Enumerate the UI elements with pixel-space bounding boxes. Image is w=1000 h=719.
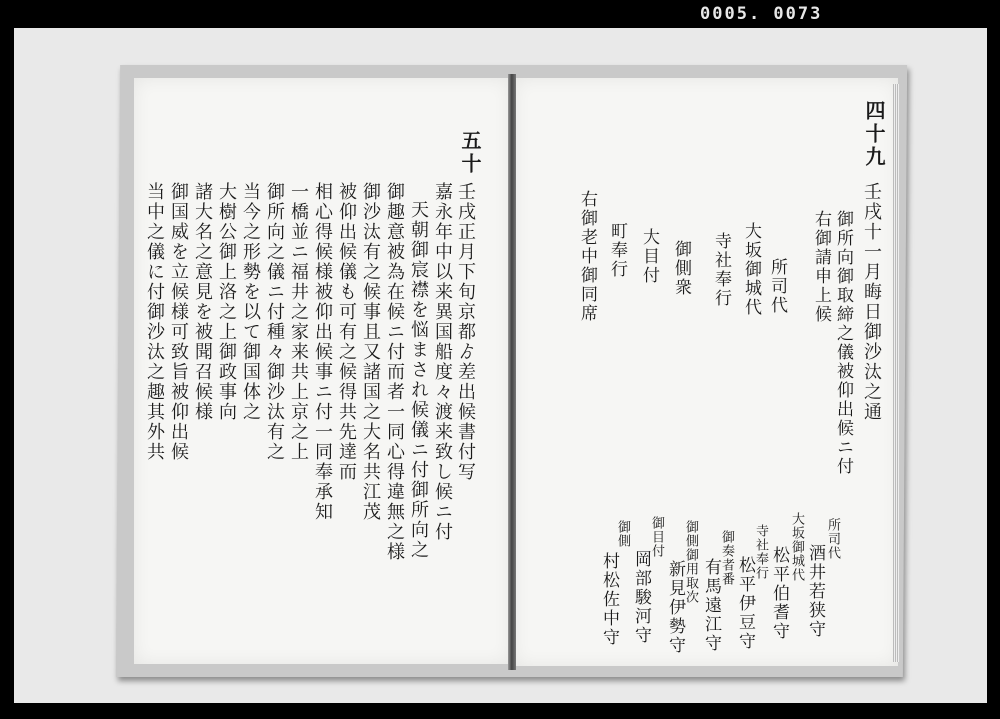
signatory-name: 有馬遠江守 [701,558,721,653]
text-column: 御趣意被為在候ニ付而者一同心得違無之様 [384,182,405,562]
text-column: 嘉永年中以来異国船度々渡来致し候ニ付 [432,182,453,542]
left-page-number: 五十 [458,130,482,176]
office-title: 所司代 [767,258,787,315]
book-gutter [508,74,516,670]
signatory-name: 岡部駿河守 [631,550,651,645]
office-title: 大坂御城代 [741,222,761,317]
signatory-title: 御目付 [649,516,664,558]
page-header: 壬戌十一月晦日御沙汰之通 [861,182,882,422]
text-column: 諸大名之意見を被聞召候様 [192,182,213,422]
signatory-title: 御側 [615,520,630,548]
signatory-title: 御側御用取次 [683,520,698,604]
signatory-name: 村松佐中守 [599,552,619,647]
office-title: 町奉行 [607,222,627,279]
office-title: 御側衆 [671,240,691,297]
office-title: 寺社奉行 [711,232,731,308]
signatory-name: 松平伯耆守 [769,546,789,641]
text-column: 被仰出候儀も可有之候得共先達而 [336,182,357,482]
text-column: 御沙汰有之候事且又諸国之大名共江茂 [360,182,381,522]
closing-line: 右御老中御同席 [577,190,597,323]
text-column: 当今之形勢を以て御国体之 [240,182,261,422]
signatory-title: 大坂御城代 [789,512,804,582]
signatory-title: 所司代 [825,518,840,560]
signatory-title: 御奏者番 [719,530,734,586]
frame-number: 0005. 0073 [700,4,823,24]
page-edges [893,84,899,662]
text-column: 右御請申上候 [811,210,831,324]
text-column: 御国威を立候様可致旨被仰出候 [168,182,189,462]
text-column: 当中之儀に付御沙汰之趣其外共 [144,182,165,462]
text-column: 相心得候様被仰出候事ニ付一同奉承知 [312,182,333,522]
text-column: 御所向御取締之儀被仰出候ニ付 [833,210,853,476]
text-column: 天朝御宸襟を悩まされ候儀ニ付御所向之 [408,200,429,560]
text-column: 大樹公御上洛之上御政事向 [216,182,237,422]
text-column: 御所向之儀ニ付種々御沙汰有之 [264,182,285,462]
signatory-name: 松平伊豆守 [735,556,755,651]
signatory-title: 寺社奉行 [753,524,768,580]
text-column: 壬戌正月下旬京都ゟ差出候書付写 [455,182,476,482]
signatory-name: 新見伊勢守 [665,560,685,655]
right-page-number: 四十九 [862,100,886,169]
office-title: 大目付 [639,228,659,285]
signatory-name: 酒井若狭守 [805,544,825,639]
text-column: 一橋並ニ福井之家来共上京之上 [288,182,309,462]
